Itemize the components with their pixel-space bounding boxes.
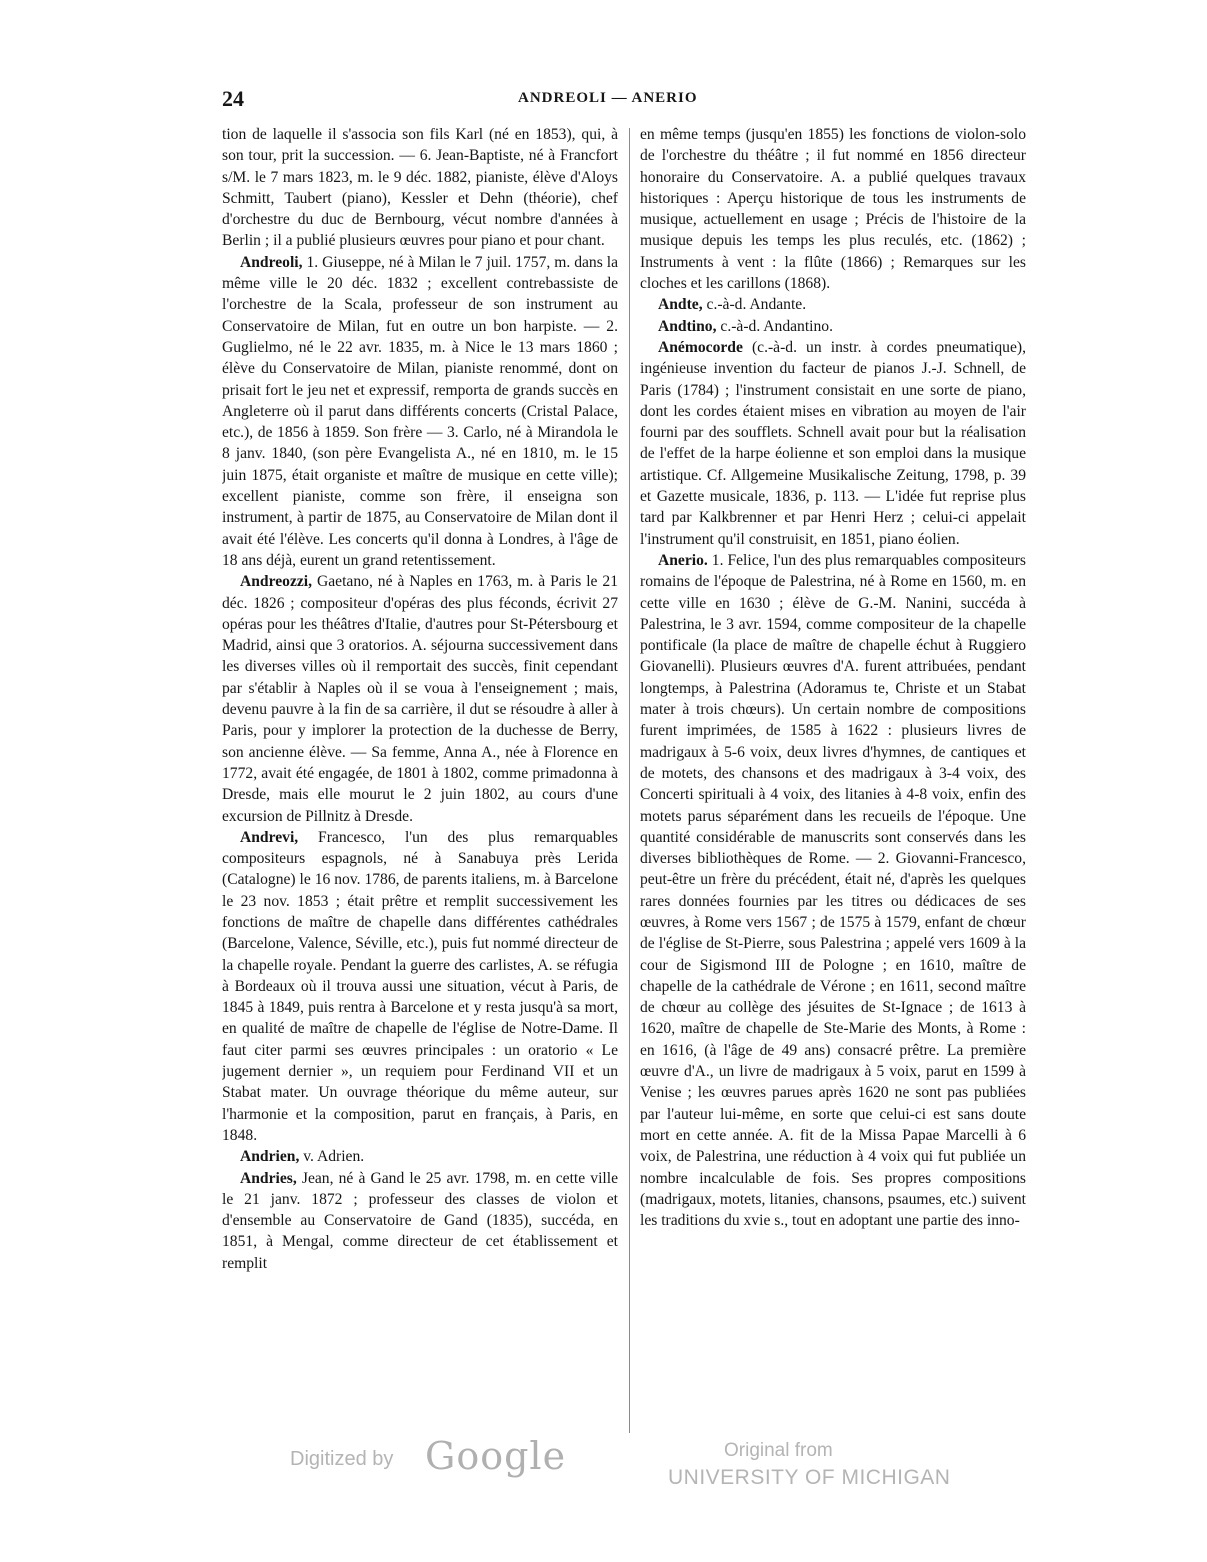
running-head: ANDREOLI — ANERIO [518,90,698,106]
page-header [222,86,1030,116]
headword: Andte, [658,296,703,314]
headword: Andrevi, [240,828,299,846]
headword: Andtino, [658,317,717,335]
digitization-footer [0,1434,1207,1510]
entry-anemocorde [640,337,1026,550]
entry-text: Francesco, l'un des plus remarquables compositeurs espagnols, né à Sanabuya près Lerida (Catalogne) le 16 nov. 1786, de parents italiens, m. à Barcelone le 23 nov. 1853 ; était prêtre et remplit successivement les fonctions de maître de chapelle dans différentes cathédrales (Barcelone, Valence, Séville, etc.), puis fut nommé directeur de la chapelle royale. Pendant la guerre des carlistes, A. se réfugia à Bordeaux où il trouva aussi une situation, vécut à Paris, de 1845 à 1849, puis rentra à Barcelone et y resta jusqu'à sa mort, en qualité de maître de chapelle de l'église de Notre-Dame. Il faut citer parmi ses œuvres principales : un oratorio « Le jugement dernier », un requiem pour Ferdinand VII et un Stabat mater. Un ouvrage théorique du même auteur, sur l'harmonie et la composition, parut en français, à Paris, en 1848. [222,828,618,1144]
entry-andrien [222,1146,618,1167]
continued-paragraph: en même temps (jusqu'en 1855) les fonctions de violon-solo de l'orchestre du théâtre ; il fut nommé en 1856 directeur honoraire du Conservatoire. A. a publié quelques travaux historiques : Aperçu historique de tous les instruments de musique, actuellement en usage ; Précis de l'histoire de la musique depuis les temps les plus reculés, etc. (1862) ; Instruments à vent : la flûte (1866) ; Remarques sur les cloches et les carillons (1868). [640,126,1026,293]
headword: Andreozzi, [240,573,313,591]
entry-andantino [640,316,1026,337]
original-from-label: Original from [724,1440,833,1461]
entry-text: 1. Giuseppe, né à Milan le 7 juil. 1757, m. dans la même ville le 20 déc. 1832 ; excellent contrebassiste de l'orchestre de la Scala, professeur de son instrument au Conservatoire de Milan, fut en outre un bon harpiste. — 2. Guglielmo, né le 22 avr. 1835, m. à Nice le 13 mars 1860 ; élève du Conservatoire de Milan, pianiste renommé, dont on prisait fort le jeu net et expressif, remporta de grands succès en Angleterre où il parut dans différents concerts (Cristal Palace, etc.), de 1856 à 1859. Son frère — 3. Carlo, né à Mirandola le 8 janv. 1840, (son père Evangelista A., né en 1810, m. le 15 juin 1875, était organiste et maître de musique en cette ville); excellent pianiste, comme son frère, il enseigna son instrument, à partir de 1875, au Conservatoire de Milan dont il avait été l'élève. Les concerts qu'il donna à Londres, à l'âge de 18 ans déjà, eurent un grand retentissement. [222,253,618,569]
digitized-by-label: Digitized by [290,1448,394,1470]
headword: Andreoli, [240,253,303,271]
headword: Anerio. [658,551,708,569]
right-column [640,124,1026,1434]
entry-andries [222,1168,618,1274]
headword: Andries, [240,1169,297,1187]
headword: Andrien, [240,1148,300,1166]
entry-text: Jean, né à Gand le 25 avr. 1798, m. en cette ville le 21 janv. 1872 ; professeur des classes de violon et d'ensemble au Conservatoire de Gand (1835), succéda, en 1851, à Mengal, comme directeur de cet établissement et remplit [222,1169,618,1272]
entry-text: c.-à-d. Andante. [702,296,807,314]
entry-text: v. Adrien. [299,1148,365,1166]
entry-text: c.-à-d. Andantino. [716,317,833,335]
entry-andrevi [222,827,618,1146]
left-column [222,124,618,1434]
entry-andreoli [222,252,618,571]
entry-text: Gaetano, né à Naples en 1763, m. à Paris le 21 déc. 1826 ; compositeur d'opéras des plus féconds, écrivit 27 opéras pour les théâtres d'Italie, d'autres pour St-Pétersbourg et Madrid, ainsi que 3 oratorios. A. séjourna successivement dans les diverses villes où il remportait des succès, finit cependant par s'établir à Naples où il se voua à l'enseignement ; mais, devenu pauvre à la fin de sa carrière, il dut se résoudre à aller à Paris, pour y implorer la protection de la duchesse de Berry, son ancienne élève. — Sa femme, Anna A., née à Florence en 1772, avait été engagée, de 1801 à 1802, comme primadonna à Dresde, mais elle mourut le 2 juin 1802, au cours d'une excursion de Pillnitz à Dresde. [222,573,618,825]
column-divider [629,128,630,1433]
entry-text: (c.-à-d. un instr. à cordes pneumatique), ingénieuse invention du facteur de pianos J.-J. Schnell, de Paris (1784) ; l'instrument consistait en une sorte de piano, dont les cordes étaient mises en vibration au moyen de l'air fourni par des soufflets. Schnell avait pour but la réalisation de l'effet de la harpe éolienne et son emploi dans la musique artistique. Cf. Allgemeine Musikalische Zeitung, 1798, p. 39 et Gazette musicale, 1836, p. 113. — L'idée fut reprise plus tard par Kalkbrenner et par Henri Herz ; celui-ci appelait l'instrument qu'il construisit, en 1851, piano éolien. [640,338,1026,548]
headword: Anémocorde [658,338,743,356]
entry-anerio [640,550,1026,1232]
google-logo: Google [425,1434,567,1478]
entry-andante [640,294,1026,315]
university-label: UNIVERSITY OF MICHIGAN [668,1466,951,1489]
entry-text: 1. Felice, l'un des plus remarquables compositeurs romains de l'époque de Palestrina, né à Rome en 1560, m. en cette ville en 1630 ; élève de G.-M. Nanini, succéda à Palestrina, le 3 avr. 1594, comme compositeur de la chapelle pontificale (la place de maître de chapelle échut à Ruggiero Giovanelli). Plusieurs œuvres d'A. furent attribuées, pendant longtemps, à Palestrina (Adoramus te, Christe et un Stabat mater à trois chœurs). Un certain nombre de compositions furent imprimées, de 1585 à 1622 : plusieurs livres de madrigaux à 5-6 voix, deux livres d'hymnes, de cantiques et de motets, des chansons et des madrigaux à 3-4 voix, des Concerti spirituali à 4 voix, des litanies à 4-8 voix, enfin des motets parus séparément dans les recueils de l'époque. Une quantité considérable de manuscrits sont conservés dans les diverses bibliothèques de Rome. — 2. Giovanni-Francesco, peut-être un frère du précédent, était né, d'après les quelques rares données fournies par les titres ou dédicaces de ses œuvres, à Rome vers 1567 ; de 1575 à 1579, enfant de chœur de l'église de St-Pierre, sous Palestrina ; appelé vers 1609 à la cour de Sigismond III de Pologne ; en 1610, maître de chapelle de la cathédrale de Vérone ; en 1611, second maître de chœur au collège des jésuites de St-Ignace ; de 1613 à 1620, maître de chapelle de Ste-Marie des Monts, à Rome : en 1616, (à l'âge de 49 ans) consacré prêtre. La première œuvre d'A., un livre de madrigaux à 5 voix, parut en 1599 à Venise ; les œuvres parues après 1620 ne sont pas publiées par l'auteur lui-même, en sorte que celui-ci est sans doute mort en cette année. A. fit de la Missa Papae Marcelli à 6 voix, de Palestrina, une réduction à 4 voix qui fut publiée un nombre incalculable de fois. Ses propres compositions (madrigaux, motets, litanies, chansons, psaumes, etc.) suivent les traditions du xvie s., tout en adoptant une partie des inno- [640,551,1026,1230]
page-number: 24 [222,86,244,111]
continued-paragraph: tion de laquelle il s'associa son fils Karl (né en 1853), qui, à son tour, prit la succession. — 6. Jean-Baptiste, né à Francfort s/M. le 7 mars 1823, m. le 9 déc. 1882, pianiste, élève d'Aloys Schmitt, Taubert (piano), Kessler et Dehn (théorie), chef d'orchestre du duc de Bernbourg, vécut nombre d'années à Berlin ; il a publié plusieurs œuvres pour piano et pour chant. [222,126,618,250]
entry-andreozzi [222,571,618,827]
